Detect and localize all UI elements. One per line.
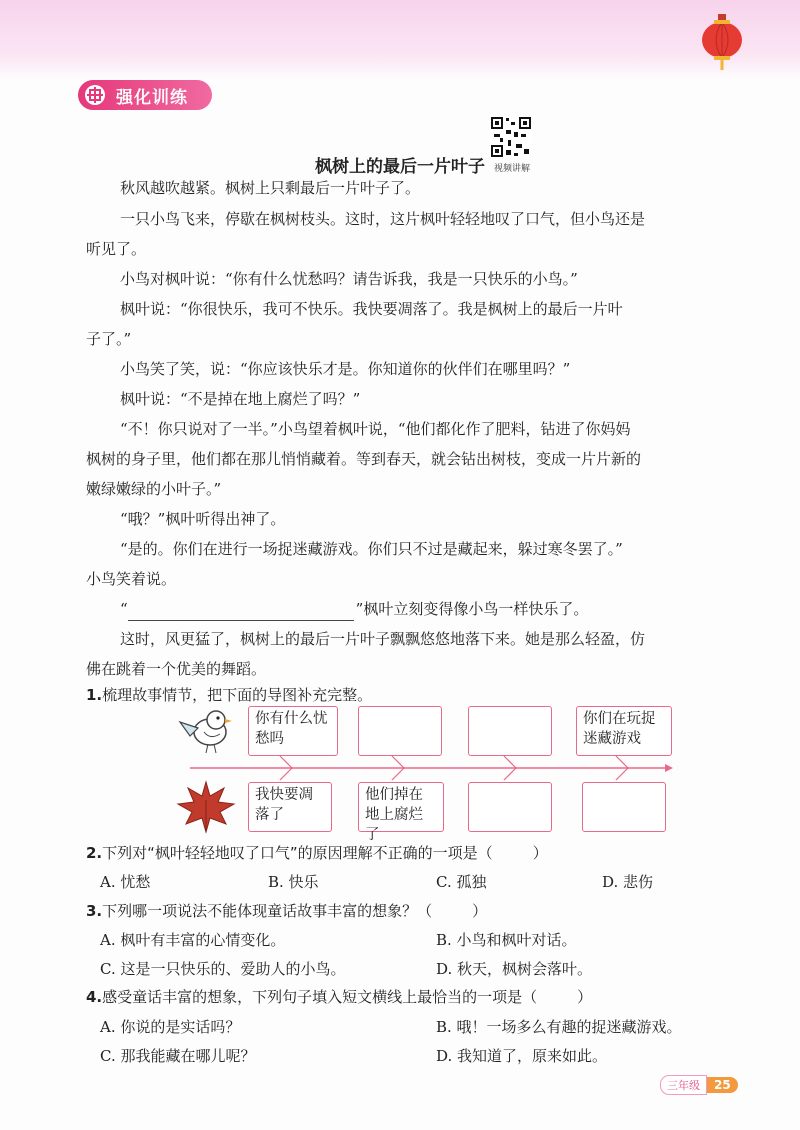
question-2: 2.下列对“枫叶轻轻地叹了口气”的原因理解不正确的一项是（ ）: [86, 844, 548, 862]
q2-option-b[interactable]: B. 快乐: [268, 873, 319, 891]
story-mindmap: [170, 702, 680, 842]
page-number: 25: [707, 1077, 738, 1093]
paragraph-line: 小鸟对枫叶说：“你有什么忧愁吗？请告诉我，我是一只快乐的小鸟。”: [120, 270, 578, 288]
q4-option-c[interactable]: C. 那我能藏在哪儿呢？: [100, 1047, 256, 1065]
page-footer: [660, 1075, 738, 1095]
q3-option-d[interactable]: D. 秋天，枫树会落叶。: [436, 960, 593, 978]
paragraph-line: 枫树的身子里，他们都在那儿悄悄藏着。等到春天，就会钻出树枝，变成一片片新的: [86, 450, 642, 468]
mindmap-box-bird-2[interactable]: [358, 706, 442, 756]
q4-option-a[interactable]: A. 你说的是实话吗？: [100, 1018, 241, 1036]
paragraph-line: 这时，风更猛了，枫树上的最后一片叶子飘飘悠悠地落下来。她是那么轻盈，仿: [120, 630, 646, 648]
section-tag-label: 强化训练: [116, 87, 188, 108]
q3-option-b[interactable]: B. 小鸟和枫叶对话。: [436, 931, 577, 949]
qr-caption: 视频讲解: [493, 164, 530, 174]
mindmap-box-leaf-2: 他们掉在地上腐烂了: [358, 782, 444, 832]
paragraph-line: 枫叶说：“不是掉在地上腐烂了吗？”: [120, 390, 361, 408]
paragraph-line: 佛在跳着一个优美的舞蹈。: [86, 660, 267, 678]
paragraph-line: “是的。你们在进行一场捉迷藏游戏。你们只不过是藏起来，躲过寒冬罢了。”: [120, 540, 623, 558]
paragraph-line-blank: “ ”枫叶立刻变得像小鸟一样快乐了。: [100, 597, 760, 621]
mindmap-box-leaf-3[interactable]: [468, 782, 552, 832]
q2-option-c[interactable]: C. 孤独: [436, 873, 487, 891]
paragraph-line: 秋风越吹越紧。枫树上只剩最后一片叶子了。: [120, 179, 421, 197]
bird-icon: [176, 706, 236, 756]
section-tag: [78, 80, 212, 110]
q3-option-c[interactable]: C. 这是一只快乐的、爱助人的小鸟。: [100, 960, 346, 978]
paragraph-line: 听见了。: [86, 240, 147, 258]
mindmap-box-leaf-1: 我快要凋落了: [248, 782, 332, 832]
q4-option-b[interactable]: B. 哦！一场多么有趣的捉迷藏游戏。: [436, 1018, 682, 1036]
mindmap-box-bird-4: 你们在玩捉迷藏游戏: [576, 706, 672, 756]
mindmap-box-leaf-4[interactable]: [582, 782, 666, 832]
question-3: 3.下列哪一项说法不能体现童话故事丰富的想象？（ ）: [86, 902, 488, 920]
paragraph-line: 子了。”: [86, 330, 132, 348]
paragraph-line: “哦？”枫叶听得出神了。: [120, 510, 286, 528]
maple-leaf-icon: [174, 778, 238, 834]
q4-option-d[interactable]: D. 我知道了，原来如此。: [436, 1047, 608, 1065]
paragraph-line: 小鸟笑着说。: [86, 570, 177, 588]
paragraph-line: 小鸟笑了笑，说：“你应该快乐才是。你知道你的伙伴们在哪里吗？”: [120, 360, 571, 378]
header-band: [0, 0, 800, 80]
paragraph-line: 一只小鸟飞来，停歇在枫树枝头。这时，这片枫叶轻轻地叹了口气，但小鸟还是: [120, 210, 646, 228]
paragraph-line: 枫叶说：“你很快乐，我可不快乐。我快要凋落了。我是枫树上的最后一片叶: [120, 300, 623, 318]
question-4: 4.感受童话丰富的想象，下列句子填入短文横线上最恰当的一项是（ ）: [86, 988, 593, 1006]
q3-option-a[interactable]: A. 枫叶有丰富的心情变化。: [100, 931, 286, 949]
paragraph-line: “不！你只说对了一半。”小鸟望着枫叶说，“他们都化作了肥料，钻进了你妈妈: [120, 420, 631, 438]
question-1: 1.梳理故事情节，把下面的导图补充完整。: [86, 686, 373, 704]
fill-in-blank[interactable]: [128, 604, 354, 621]
paragraph-line: 嫩绿嫩绿的小叶子。”: [86, 480, 222, 498]
chinese-knot-icon: [84, 84, 106, 106]
passage-title: 枫树上的最后一片叶子: [315, 157, 485, 177]
q2-option-d[interactable]: D. 悲伤: [602, 873, 654, 891]
grade-label: 三年级: [660, 1075, 707, 1095]
q2-option-a[interactable]: A. 忧愁: [100, 873, 151, 891]
mindmap-box-bird-3[interactable]: [468, 706, 552, 756]
mindmap-box-bird-1: 你有什么忧愁吗: [248, 706, 338, 756]
lantern-icon: [700, 14, 744, 70]
